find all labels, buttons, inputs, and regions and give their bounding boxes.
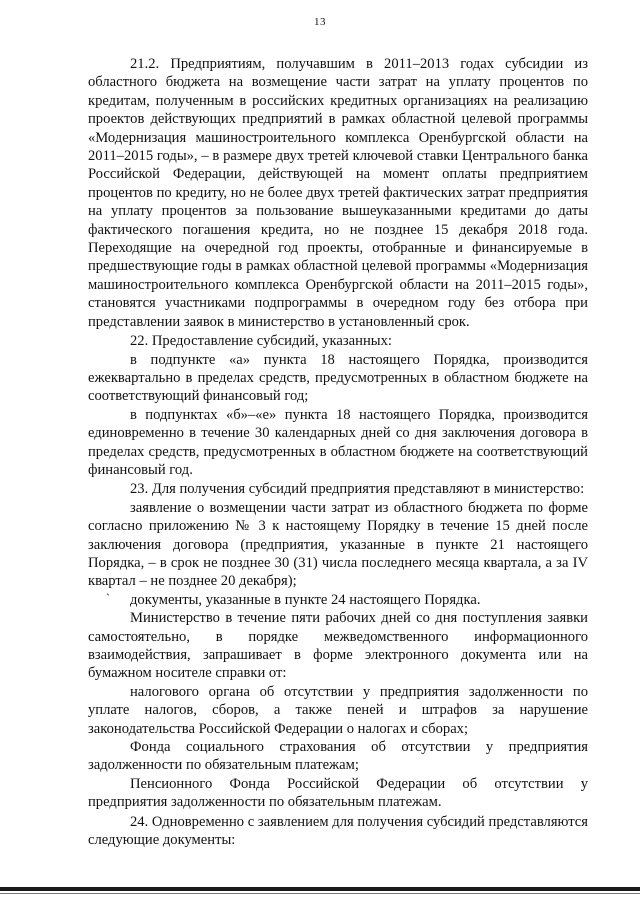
paragraph-23-b: документы, указанные в пункте 24 настоящего Порядка. xyxy=(130,591,481,608)
page-number: 13 xyxy=(314,16,326,28)
paragraph-22-b: в подпунктах «б»–«е» пункта 18 настоящего Порядка, производится единовременно в течение 30 календарных дней со дня заключения договора в пределах средств, предусмотренных в областном бюджете на соответствующий финансовый год. xyxy=(88,406,588,478)
document-body xyxy=(88,55,588,849)
bottom-border-thin xyxy=(0,893,640,894)
paragraph-23-a: заявление о возмещении части затрат из областного бюджета по форме согласно приложению № 3 к настоящему Порядку в течение 15 дней после заключения договора (предприятия, указанные в пункте 21 настоящего Порядка, – в срок не позднее 30 (31) числа последнего месяца квартала, а за IV квартал – не позднее 20 декабря); xyxy=(88,499,588,590)
paragraph-ministry: Министерство в течение пяти рабочих дней со дня поступления заявки самостоятельно, в порядке межведомственного информационного взаимодействия, запрашивает в форме электронного документа или на бумажном носителе справки от: xyxy=(88,610,588,682)
paragraph-pension-fund: Пенсионного Фонда Российской Федерации об отсутствии у предприятия задолженности по обязательным платежам. xyxy=(88,775,588,811)
margin-mark: ` xyxy=(106,591,110,605)
paragraph-23: 23. Для получения субсидий предприятия представляют в министерство: xyxy=(130,481,585,498)
bottom-border xyxy=(0,887,640,891)
paragraph-tax-authority: налогового органа об отсутствии у предприятия задолженности по уплате налогов, сборов, а также пеней и штрафов за нарушение законодательства Российской Федерации о налогах и сборах; xyxy=(88,683,588,737)
paragraph-24: 24. Одновременно с заявлением для получения субсидий представляются следующие документы: xyxy=(88,813,588,849)
paragraph-social-fund: Фонда социального страхования об отсутствии у предприятия задолженности по обязательным платежам; xyxy=(88,739,588,774)
paragraph-21-2: 21.2. Предприятиям, получавшим в 2011–2013 годах субсидии из областного бюджета на возмещение части затрат на уплату процентов по кредитам, полученным в российских кредитных организациях на реализацию проектов действующих предприятий в рамках областной целевой программы «Модернизация машиностроительного комплекса Оренбургской области на 2011–2015 годы», – в размере двух третей ключевой ставки Центрального банка Российской Федерации, действующей на момент оплаты предприятием процентов по кредиту, но не более двух третей фактических затрат предприятия на уплату процентов за пользование вышеуказанными кредитами до даты фактического погашения кредита, но не позднее 15 декабря 2018 года. Переходящие на очередной год проекты, отобранные и финансируемые в предшествующие годы в рамках областной целевой программы «Модернизация машиностроительного комплекса Оренбургской области на 2011–2015 годы», становятся участниками подпрограммы в очередном году без отбора при представлении заявок в министерство в установленный срок. xyxy=(88,56,588,330)
paragraph-22: 22. Предоставление субсидий, указанных: xyxy=(130,333,392,350)
paragraph-22-a: в подпункте «а» пункта 18 настоящего Порядка, производится ежеквартально в пределах средств, предусмотренных в областном бюджете на соответствующий финансовый год; xyxy=(88,351,588,405)
